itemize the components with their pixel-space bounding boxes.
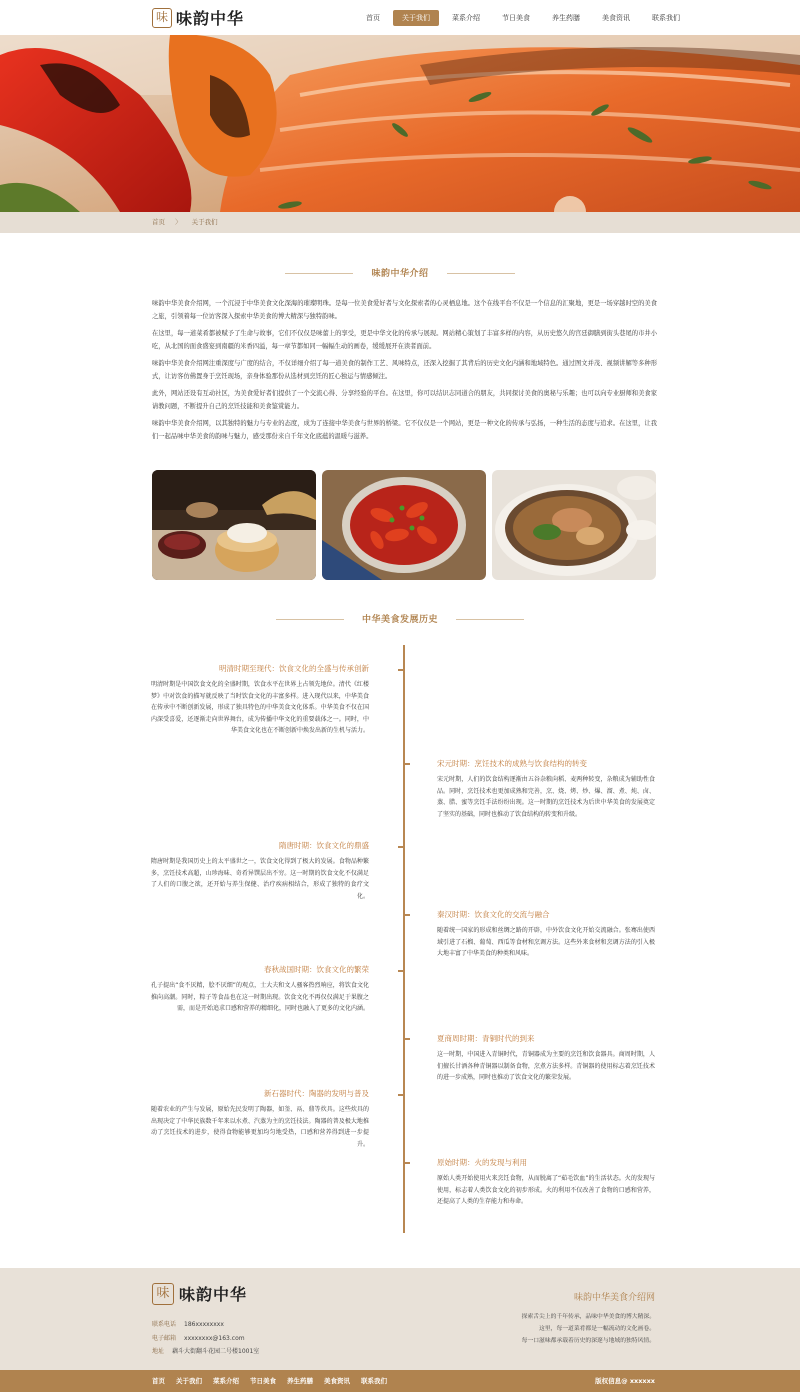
timeline-entry-title: 原始时期：火的发现与利用 bbox=[437, 1158, 527, 1167]
footer-logo[interactable] bbox=[152, 1282, 247, 1305]
footer-nav-cuisines[interactable]: 菜系介绍 bbox=[213, 1377, 239, 1385]
breadcrumb-home-link[interactable]: 首页 bbox=[152, 218, 165, 226]
title-divider-right bbox=[456, 619, 524, 620]
footer-logo-text: 味韵中华 bbox=[179, 1285, 248, 1304]
title-divider-right bbox=[447, 273, 515, 274]
timeline-entry-text: 孔子提出“食不厌精，脍不厌细”的观点，士大夫和文人骚客热烈响应，将饮食文化推向高潮。同时，粽子等食品也在这一时期出现。饮食文化不再仅仅满足于果腹之需，而是开始追求口感和营养的精细化，同时也融入了更多的文化内涵。 bbox=[151, 982, 369, 1012]
intro-section-title bbox=[0, 266, 800, 279]
timeline-marker bbox=[404, 1038, 410, 1040]
footer-nav-food-news[interactable]: 美食资讯 bbox=[324, 1377, 350, 1385]
intro-paragraph: 味韵中华美食介绍网，一个沉浸于中华美食文化深海的璀璨明珠。是每一位美食爱好者与文化探索者的心灵栖息地。这个在线平台不仅是一个信息的汇聚地，更是一场穿越时空的美食之旅，引领着每一位访客深入探索中华美食的博大精深与独特韵味。 bbox=[152, 300, 657, 320]
timeline-marker bbox=[404, 1162, 410, 1164]
timeline-entry-primitive bbox=[437, 1157, 655, 1208]
timeline-entry-title: 秦汉时期：饮食文化的交流与融合 bbox=[437, 910, 550, 919]
timeline-entry-text: 隋唐时期是我国历史上的太平盛世之一，饮食文化得到了极大的发展。食物品种繁多，烹饪技术高超，山珍海味、奇肴异馔层出不穷。这一时期的饮食文化不仅满足了人们的口腹之欲，还开始与养生保健、治疗疾病相结合，形成了独特的食疗文化。 bbox=[151, 858, 369, 900]
timeline-entry-spring-autumn bbox=[151, 964, 369, 1015]
footer-bottom-bar bbox=[0, 1370, 800, 1392]
breadcrumb bbox=[0, 212, 800, 233]
intro-paragraph: 味韵中华美食介绍网，以其独特的魅力与专业的态度，成为了连接中华美食与世界的桥梁。它不仅仅是一个网站，更是一种文化的传承与弘扬，一种生活的态度与追求。在这里，让我们一起品味中华美食的韵味与魅力，感受那份来自千年文化底蕴的温暖与滋养。 bbox=[152, 420, 657, 440]
nav-contact[interactable]: 联系我们 bbox=[652, 14, 680, 22]
nav-home[interactable]: 首页 bbox=[366, 14, 380, 22]
timeline-entry-song-yuan bbox=[437, 758, 655, 820]
footer-site-name: 味韵中华美食介绍网 bbox=[573, 1293, 655, 1303]
timeline-entry-title: 隋唐时期：饮食文化的鼎盛 bbox=[279, 841, 369, 850]
logo-seal-icon: 味 bbox=[152, 8, 172, 28]
footer-desc-line: 这里，每一道菜肴都是一幅流动的文化画卷。 bbox=[539, 1326, 655, 1332]
email-label: 电子邮箱 bbox=[152, 1334, 177, 1342]
footer-phone-row bbox=[152, 1318, 259, 1332]
footer-nav-health-diet[interactable]: 养生药膳 bbox=[287, 1377, 313, 1385]
logo-text: 味韵中华 bbox=[176, 9, 245, 28]
phone-label: 联系电话 bbox=[152, 1321, 177, 1328]
timeline-marker bbox=[398, 1094, 404, 1096]
timeline-entry-text: 随着农业的产生与发展，原始先民发明了陶器，如釜、鬲、鼎等炊具。这些炊具的出现决定了中华民族数千年来以水煮、汽蒸为主的烹饪技法。陶器的普及极大地推动了烹饪技术的进步，使得食物能够更加均匀地受热，口感和营养得到进一步提升。 bbox=[151, 1106, 369, 1148]
timeline-entry-text: 原始人类开始使用火来烹饪食物，从而脱离了“茹毛饮血”的生活状态。火的发现与使用，标志着人类饮食文化的初步形成。火的利用不仅改善了食物的口感和营养，还提高了人类的生存能力和寿命。 bbox=[437, 1175, 655, 1205]
timeline-entry-neolithic bbox=[151, 1088, 369, 1150]
timeline-entry-text: 这一时期，中国进入青铜时代，青铜器成为主要的烹饪和饮食器具。商周时期，人们擅长甘酒各种青铜器以制备食物，烹煮方法多样。青铜器的使用标志着烹饪技术的进一步成熟，同时也推动了饮食文化的繁荣发展。 bbox=[437, 1051, 655, 1081]
timeline-marker bbox=[404, 914, 410, 916]
footer-nav-contact[interactable]: 联系我们 bbox=[361, 1377, 387, 1385]
footer-nav-about[interactable]: 关于我们 bbox=[176, 1377, 202, 1385]
timeline-marker bbox=[398, 669, 404, 671]
intro-text bbox=[152, 298, 657, 448]
timeline-entry-title: 夏商周时期：青铜时代的到来 bbox=[437, 1034, 535, 1043]
footer-address-row bbox=[152, 1345, 259, 1359]
timeline-axis bbox=[403, 645, 405, 1233]
footer-logo-seal-icon: 味 bbox=[152, 1283, 174, 1305]
timeline-marker bbox=[398, 970, 404, 972]
timeline-entry-qin-han bbox=[437, 909, 655, 960]
intro-paragraph: 在这里，每一道菜肴都被赋予了生命与故事，它们不仅仅是味蕾上的享受，更是中华文化的传承与展现。网站精心策划了丰富多样的内容，从历史悠久的宫廷御膳到街头巷尾的市井小吃，从北国的面食盛宴到南疆的米香四溢，每一章节都如同一幅幅生动的画卷，缓缓展开在读者面前。 bbox=[152, 330, 657, 350]
timeline-entry-sui-tang bbox=[151, 840, 369, 902]
food-photo-gallery bbox=[152, 470, 657, 580]
hero-banner-image bbox=[0, 35, 800, 212]
copyright-text: 版权信息@ xxxxxx bbox=[595, 1377, 655, 1385]
timeline-entry-ming-qing bbox=[151, 663, 369, 737]
footer-nav bbox=[152, 1370, 398, 1392]
site-footer bbox=[0, 1268, 800, 1370]
title-divider-left bbox=[276, 619, 344, 620]
footer-nav-home[interactable]: 首页 bbox=[152, 1377, 165, 1385]
nav-festival-food[interactable]: 节日美食 bbox=[502, 14, 530, 22]
nav-health-diet[interactable]: 养生药膳 bbox=[552, 14, 580, 22]
timeline-marker bbox=[398, 846, 404, 848]
timeline-entry-text: 宋元时期，人们的饮食结构逐渐由五谷杂粮向稻、麦两种转变，杂粮成为辅助性食品。同时，烹饪技术也更加成熟和完善，烹、烧、烤、炒、爆、溜、煮、炖、卤、蒸、腊、蜜等烹饪手法纷纷出现。这一时期的烹饪技术为后世中华美食的发展奠定了坚实的基础，同时也推动了饮食结构的转变和升级。 bbox=[437, 776, 655, 818]
crayfish-photo bbox=[322, 470, 486, 580]
site-header bbox=[0, 0, 800, 35]
nav-about[interactable]: 关于我们 bbox=[393, 10, 439, 26]
timeline-entry-title: 宋元时期：烹饪技术的成熟与饮食结构的转变 bbox=[437, 759, 587, 768]
intro-title-text: 味韵中华介绍 bbox=[371, 269, 429, 279]
nav-cuisines[interactable]: 菜系介绍 bbox=[452, 14, 480, 22]
intro-paragraph: 味韵中华美食介绍网注重深度与广度的结合，不仅详细介绍了每一道美食的制作工艺、风味特点，还深入挖掘了其背后的历史文化内涵和地域特色。通过图文并茂、视频讲解等多种形式，让访客仿佛置身于烹饪现场，亲身体验那份从选材到烹饪的匠心独运与情感倾注。 bbox=[152, 360, 657, 380]
title-divider-left bbox=[285, 273, 353, 274]
claypot-dish-photo bbox=[492, 470, 656, 580]
nav-food-news[interactable]: 美食资讯 bbox=[602, 14, 630, 22]
footer-desc-line: 探索舌尖上的千年传承，品味中华美食的博大精深。 bbox=[521, 1314, 655, 1320]
address-value: 藕斗大街翻斗花园二号楼1001室 bbox=[172, 1348, 260, 1355]
footer-contact-info bbox=[152, 1318, 259, 1359]
timeline-entry-title: 春秋战国时期：饮食文化的繁荣 bbox=[264, 965, 369, 974]
history-title-text: 中华美食发展历史 bbox=[361, 615, 438, 625]
footer-email-row bbox=[152, 1332, 259, 1346]
breadcrumb-separator-icon: 〉 bbox=[175, 218, 182, 226]
email-value[interactable]: xxxxxxxx@163.com bbox=[184, 1334, 245, 1342]
footer-nav-festival-food[interactable]: 节日美食 bbox=[250, 1377, 276, 1385]
timeline-entry-xia-shang-zhou bbox=[437, 1033, 655, 1084]
footer-about bbox=[522, 1290, 655, 1347]
address-label: 地址 bbox=[152, 1348, 165, 1355]
timeline-entry-title: 新石器时代：陶器的发明与普及 bbox=[264, 1089, 369, 1098]
timeline-marker bbox=[404, 763, 410, 765]
site-logo[interactable] bbox=[152, 6, 244, 29]
phone-value: 186xxxxxxxx bbox=[184, 1321, 224, 1328]
footer-desc-line: 每一口滋味都承载着历史的深邃与地域的独特风情。 bbox=[521, 1338, 655, 1344]
steamed-bun-photo bbox=[152, 470, 316, 580]
history-section-title bbox=[0, 612, 800, 625]
timeline-entry-text: 明清时期是中国饮食文化的全盛时期，饮食水平在世界上占领先地位。清代《红楼梦》中对饮食的描写就反映了当时饮食文化的丰富多样。进入现代以来，中华美食在传承中不断创新发展，形成了独具特色的中华美食文化体系。中华美食不仅在国内深受喜爱，还逐渐走向世界舞台，成为传播中华文化的重要载体之一。同时，中华美食文化也在不断创新中焕发出新的生机与活力。 bbox=[151, 681, 369, 734]
main-nav bbox=[357, 10, 693, 26]
breadcrumb-current: 关于我们 bbox=[191, 218, 218, 226]
timeline-entry-text: 随着统一国家的形成和丝绸之路的开辟，中外饮食文化开始交流融合。张骞出使西域引进了石榴、葡萄、西瓜等食材和烹调方法。这些外来食材和烹调方法的引入极大地丰富了中华美食的种类和风味。 bbox=[437, 927, 655, 957]
intro-paragraph: 此外，网站还设有互动社区，为美食爱好者们提供了一个交流心得、分享经验的平台。在这里，你可以结识志同道合的朋友，共同探讨美食的奥秘与乐趣；也可以向专业厨师和美食家请教问题，不断提升自己的烹饪技能和美食鉴赏能力。 bbox=[152, 390, 657, 410]
footer-description bbox=[522, 1311, 655, 1347]
timeline-entry-title: 明清时期至现代：饮食文化的全盛与传承创新 bbox=[219, 664, 369, 673]
